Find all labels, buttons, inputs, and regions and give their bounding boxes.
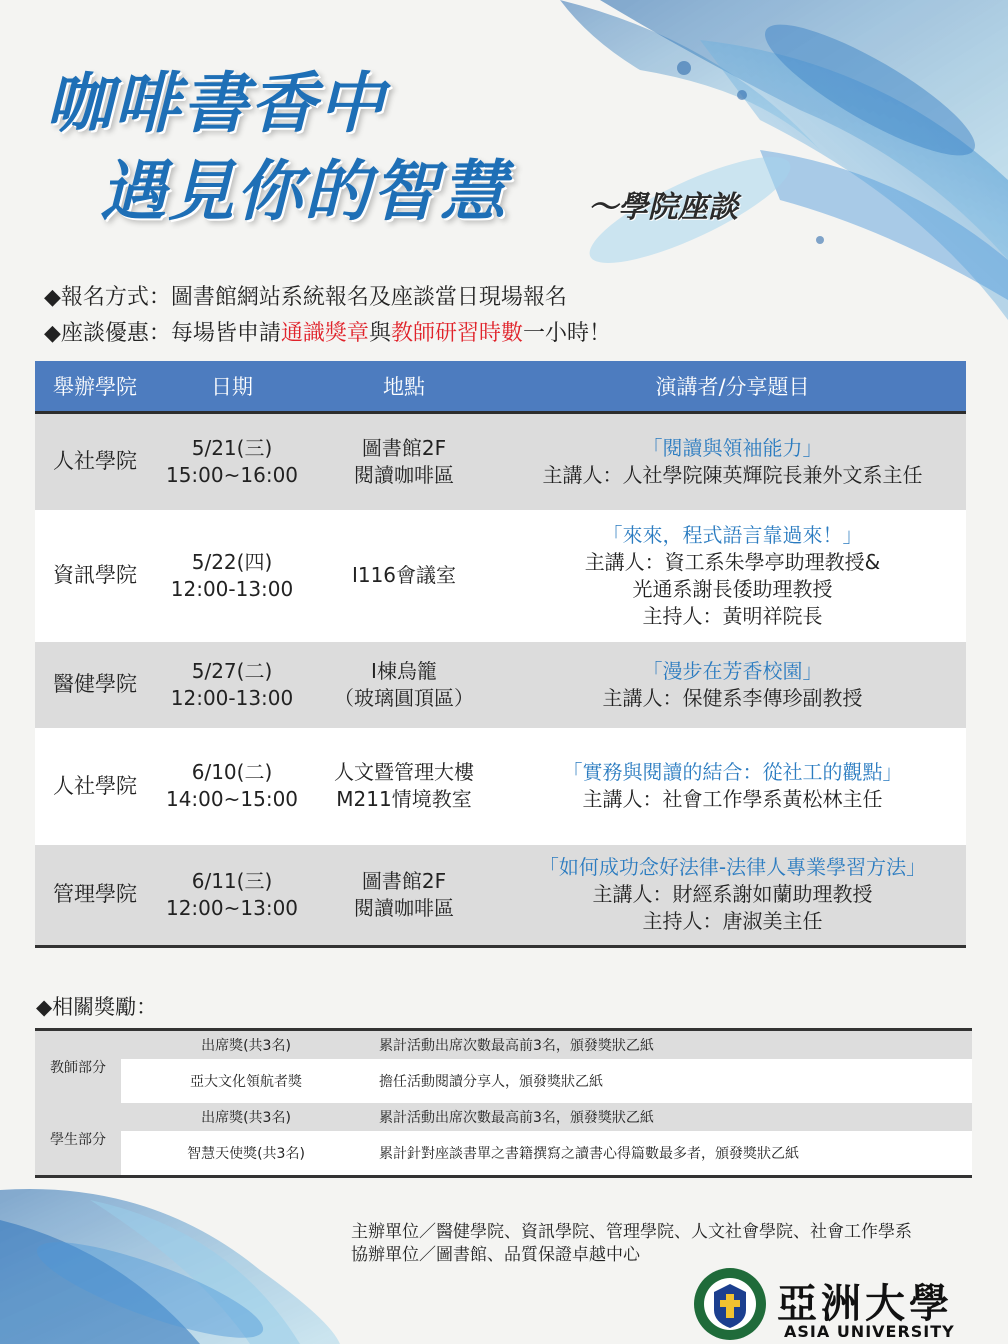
header-place: 地點 [309, 361, 499, 413]
topic-title: 「如何成功念好法律-法律人專業學習方法」 [538, 855, 927, 880]
rewards-heading: ◆相關獎勵： [36, 995, 158, 1019]
topic-title: 「實務與閱讀的結合：從社工的觀點」 [562, 760, 903, 784]
date-text: 6/10(二) [191, 760, 273, 784]
table-row [35, 1059, 972, 1103]
speaker-line: 光通系謝長倭助理教授 [632, 576, 833, 601]
place-line2: 閱讀咖啡區 [354, 462, 454, 487]
time-text: 15:00~16:00 [165, 462, 299, 487]
reward-desc: 擔任活動閱讀分享人，頒發獎狀乙紙 [371, 1059, 972, 1103]
topic-title: 「閱讀與領袖能力」 [642, 435, 823, 460]
date-text: 5/22(四) [191, 549, 273, 574]
cell-place [309, 510, 499, 642]
place-line2: M211情境教室 [336, 787, 472, 811]
cell-topic [499, 413, 966, 510]
speaker-line: 主講人：人社學院陳英輝院長兼外文系主任 [542, 462, 923, 487]
place-line1: 人文暨管理大樓 [334, 760, 474, 784]
schedule-header-row [35, 361, 966, 413]
speaker-line: 主講人：財經系謝如蘭助理教授 [592, 882, 873, 907]
table-row [35, 1131, 972, 1177]
place-line2: （玻璃圓頂區） [334, 685, 474, 710]
cell-date [155, 413, 309, 510]
time-text: 12:00-13:00 [170, 685, 294, 710]
header-date: 日期 [155, 361, 309, 413]
header-college: 舉辦學院 [35, 361, 155, 413]
reward-desc: 累計針對座談書單之書籍撰寫之讀書心得篇數最多者，頒發獎狀乙紙 [371, 1131, 972, 1177]
cell-college: 資訊學院 [35, 510, 155, 642]
cell-college: 人社學院 [35, 728, 155, 845]
place-line1: I116會議室 [351, 563, 457, 587]
date-text: 5/27(二) [191, 658, 273, 683]
cell-place [309, 413, 499, 510]
reward-group-label: 教師部分 [35, 1030, 121, 1104]
benefit-mid: 與 [368, 321, 391, 346]
table-row [35, 845, 966, 947]
reward-name: 亞大文化領航者獎 [121, 1059, 371, 1103]
place-line1: I棟烏籠 [371, 658, 437, 683]
topic-title: 「來來，程式語言靠過來！」 [602, 522, 863, 547]
benefit-suffix: 一小時！ [522, 321, 611, 346]
benefit-info [44, 316, 611, 347]
cell-date [155, 728, 309, 845]
cell-topic [499, 642, 966, 728]
benefit-highlight-hours: 教師研習時數 [390, 321, 523, 346]
cell-place [309, 845, 499, 947]
table-row [35, 728, 966, 845]
speaker-line: 主講人：資工系朱學亭助理教授& [584, 549, 881, 574]
date-text: 6/11(三) [191, 868, 273, 893]
speaker-line: 主講人：社會工作學系黃松林主任 [582, 787, 883, 811]
table-row [35, 642, 966, 728]
header-speaker-topic: 演講者/分享題目 [499, 361, 966, 413]
university-name-english: ASIA UNIVERSITY [784, 1322, 955, 1341]
cell-topic [499, 728, 966, 845]
place-line1: 圖書館2F [361, 435, 447, 460]
registration-info: ◆報名方式：圖書館網站系統報名及座談當日現場報名 [44, 285, 567, 310]
speaker-line: 主講人：保健系李傳珍副教授 [602, 685, 863, 710]
time-text: 12:00-13:00 [170, 576, 294, 601]
cell-college: 醫健學院 [35, 642, 155, 728]
table-row [35, 1030, 972, 1060]
page-title-line2: 遇見你的智慧 [100, 153, 508, 230]
place-line1: 圖書館2F [361, 868, 447, 893]
time-text: 14:00~15:00 [165, 787, 299, 811]
topic-title: 「漫步在芳香校園」 [642, 658, 823, 683]
host-organizers: 主辦單位／醫健學院、資訊學院、管理學院、人文社會學院、社會工作學系 [351, 1222, 912, 1242]
time-text: 12:00~13:00 [165, 895, 299, 920]
cell-date [155, 642, 309, 728]
reward-desc: 累計活動出席次數最高前3名，頒發獎狀乙紙 [371, 1103, 972, 1131]
host-line: 主持人：唐淑美主任 [642, 909, 823, 934]
cell-date [155, 845, 309, 947]
table-row [35, 510, 966, 642]
co-host-organizers: 協辦單位／圖書館、品質保證卓越中心 [351, 1245, 640, 1265]
host-line: 主持人：黃明祥院長 [642, 603, 823, 628]
schedule-table [35, 361, 966, 948]
table-row [35, 413, 966, 510]
cell-college: 人社學院 [35, 413, 155, 510]
university-name: 亞洲大學 [777, 1281, 953, 1327]
cell-topic [499, 510, 966, 642]
benefit-prefix: ◆座談優惠：每場皆申請 [44, 321, 281, 346]
university-seal-icon [692, 1266, 768, 1342]
date-text: 5/21(三) [191, 435, 273, 460]
reward-desc: 累計活動出席次數最高前3名，頒發獎狀乙紙 [371, 1030, 972, 1060]
cell-place [309, 728, 499, 845]
table-row [35, 1103, 972, 1131]
page-subtitle: ～學院座談 [588, 190, 738, 225]
reward-name: 出席獎(共3名) [121, 1103, 371, 1131]
reward-name: 智慧天使獎(共3名) [121, 1131, 371, 1177]
cell-topic [499, 845, 966, 947]
rewards-table [35, 1028, 972, 1178]
reward-group-label: 學生部分 [35, 1103, 121, 1177]
reward-name: 出席獎(共3名) [121, 1030, 371, 1060]
benefit-highlight-badge: 通識獎章 [280, 321, 369, 346]
cell-place [309, 642, 499, 728]
page-title-line1: 咖啡書香中 [46, 65, 386, 142]
cell-date [155, 510, 309, 642]
cell-college: 管理學院 [35, 845, 155, 947]
place-line2: 閱讀咖啡區 [354, 895, 454, 920]
